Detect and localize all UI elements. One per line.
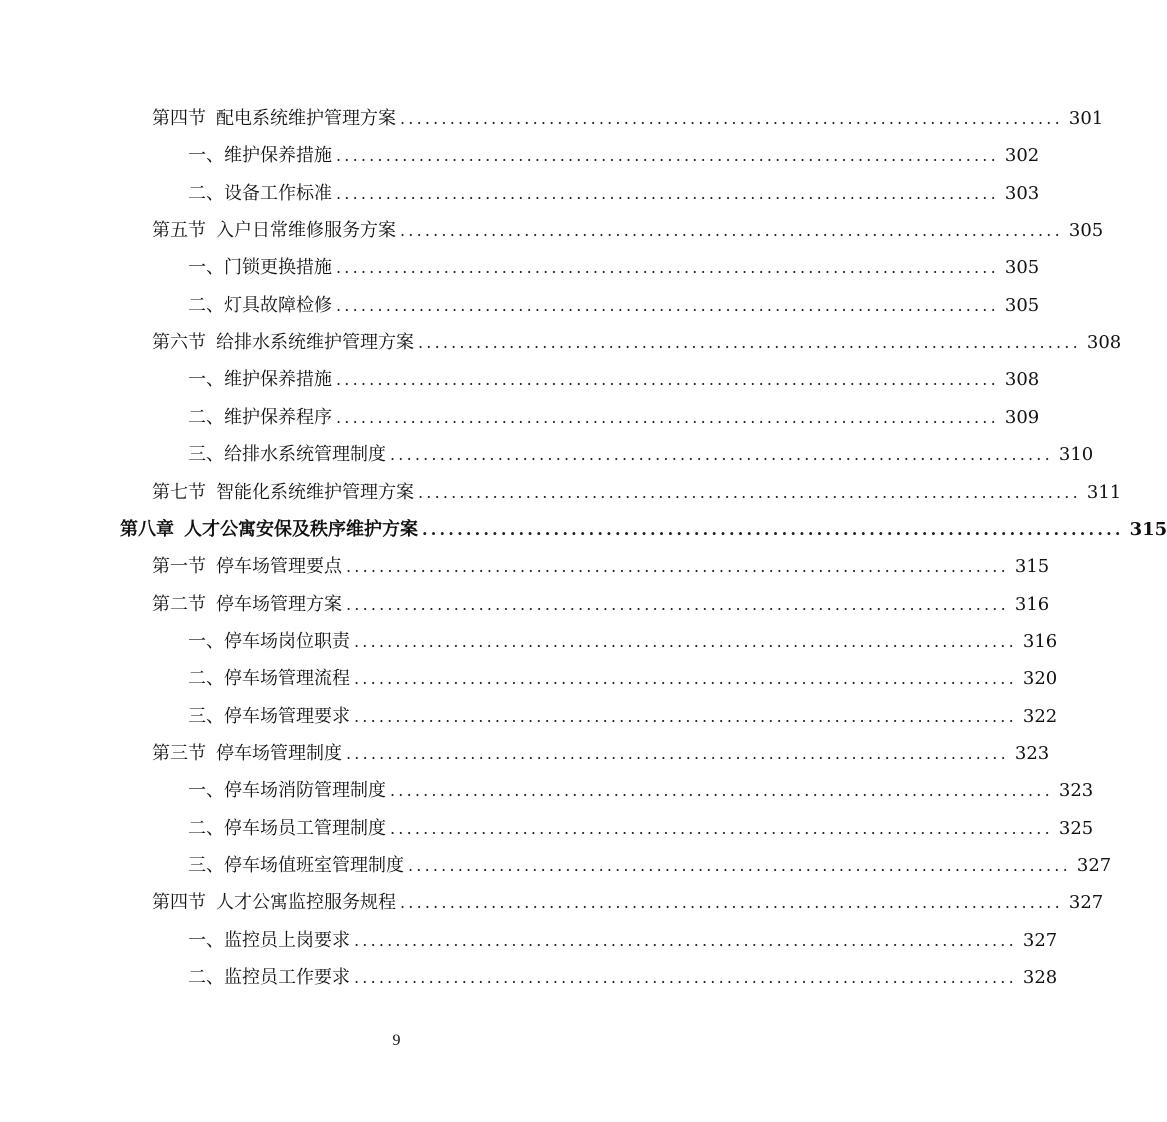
toc-page-number: 305 xyxy=(1004,294,1040,316)
toc-entry-label: 停车场消防管理制度 xyxy=(224,780,386,802)
toc-entry-label: 停车场值班室管理制度 xyxy=(224,855,404,876)
toc-section-entry[interactable] xyxy=(0,474,1122,511)
toc-entry-number: 一、 xyxy=(188,929,224,951)
toc-subsection-entry[interactable] xyxy=(0,623,1058,660)
toc-dot-leader: ................................................................................ xyxy=(390,818,1053,838)
toc-entry-label: 人才公寓监控服务规程 xyxy=(216,892,396,914)
toc-dot-leader: ................................................................................ xyxy=(390,781,1053,801)
toc-entry-title xyxy=(188,810,386,847)
toc-dot-leader: ................................................................................ xyxy=(336,295,999,315)
toc-entry-number: 二、 xyxy=(188,817,224,839)
toc-page-number: 328 xyxy=(1022,967,1058,989)
toc-entry-title xyxy=(152,735,342,772)
toc-dot-leader: ................................................................................ xyxy=(346,743,1009,763)
toc-page-number: 316 xyxy=(1014,593,1050,615)
toc-page-number: 311 xyxy=(1086,481,1122,503)
toc-dot-leader: ................................................................................ xyxy=(354,968,1017,988)
toc-entry-title xyxy=(152,548,342,585)
toc-entry-title xyxy=(188,249,332,286)
toc-dot-leader: ................................................................................ xyxy=(336,258,999,278)
toc-dot-leader: ................................................................................ xyxy=(336,146,999,166)
toc-entry-title xyxy=(120,511,418,548)
toc-page-number: 308 xyxy=(1004,369,1040,391)
toc-dot-leader: ................................................................................ xyxy=(418,333,1081,353)
toc-section-entry[interactable] xyxy=(0,884,1104,921)
toc-entry-number: 一、 xyxy=(188,257,224,279)
toc-entry-number: 第七节 xyxy=(152,481,206,503)
toc-section-entry[interactable] xyxy=(0,586,1050,623)
toc-dot-leader: ................................................................................ xyxy=(418,482,1081,502)
toc-page-number: 305 xyxy=(1004,257,1040,279)
toc-entry-label: 灯具故障检修 xyxy=(224,294,332,316)
toc-entry-title xyxy=(188,175,332,212)
toc-entry-number: 二、 xyxy=(188,967,224,989)
toc-subsection-entry[interactable] xyxy=(0,361,1040,398)
toc-entry-label: 配电系统维护管理方案 xyxy=(216,108,396,129)
toc-dot-leader: ................................................................................ xyxy=(336,407,999,427)
toc-page-number: 315 xyxy=(1129,518,1167,540)
toc-entry-title xyxy=(152,884,396,921)
toc-page-number: 309 xyxy=(1004,406,1040,428)
toc-entry-number: 三、 xyxy=(188,444,224,466)
page-number: 9 xyxy=(392,1032,401,1049)
toc-dot-leader: ................................................................................ xyxy=(354,631,1017,651)
toc-entry-title xyxy=(188,772,386,809)
toc-subsection-entry[interactable] xyxy=(0,847,1112,884)
toc-page-number: 316 xyxy=(1022,630,1058,652)
toc-page-number: 310 xyxy=(1058,444,1094,466)
toc-page-number: 327 xyxy=(1068,892,1104,914)
toc-section-entry[interactable] xyxy=(0,100,1104,137)
toc-entry-title xyxy=(152,212,396,249)
toc-dot-leader: ................................................................................ xyxy=(346,557,1009,577)
toc-entry-number: 二、 xyxy=(188,668,224,690)
toc-entry-title xyxy=(152,474,414,511)
toc-entry-number: 第一节 xyxy=(152,556,206,578)
toc-page-number: 303 xyxy=(1004,182,1040,204)
toc-entry-label: 停车场管理要点 xyxy=(216,556,342,578)
toc-entry-label: 给排水系统管理制度 xyxy=(224,444,386,466)
toc-entry-label: 停车场岗位职责 xyxy=(224,630,350,652)
toc-entry-title xyxy=(152,586,342,623)
toc-subsection-entry[interactable] xyxy=(0,287,1040,324)
toc-subsection-entry[interactable] xyxy=(0,249,1040,286)
toc-entry-number: 一、 xyxy=(188,630,224,652)
toc-dot-leader: ................................................................................ xyxy=(336,183,999,203)
toc-entry-number: 第四节 xyxy=(152,108,206,129)
toc-entry-number: 三、 xyxy=(188,855,224,876)
toc-section-entry[interactable] xyxy=(0,735,1050,772)
toc-dot-leader: ................................................................................ xyxy=(354,706,1017,726)
toc-entry-label: 设备工作标准 xyxy=(224,182,332,204)
toc-subsection-entry[interactable] xyxy=(0,399,1040,436)
toc-entry-label: 停车场员工管理制度 xyxy=(224,817,386,839)
toc-section-entry[interactable] xyxy=(0,212,1104,249)
toc-entry-label: 给排水系统维护管理方案 xyxy=(216,332,414,354)
toc-entry-number: 三、 xyxy=(188,705,224,727)
toc-entry-label: 停车场管理方案 xyxy=(216,593,342,615)
toc-subsection-entry[interactable] xyxy=(0,660,1058,697)
toc-entry-number: 第八章 xyxy=(120,518,174,540)
toc-entry-number: 第四节 xyxy=(152,892,206,914)
toc-entry-label: 监控员上岗要求 xyxy=(224,929,350,951)
toc-page-number: 322 xyxy=(1022,705,1058,727)
toc-entry-number: 二、 xyxy=(188,294,224,316)
toc-entry-number: 二、 xyxy=(188,406,224,428)
toc-page-number: 325 xyxy=(1058,817,1094,839)
toc-page-number: 305 xyxy=(1068,220,1104,242)
toc-entry-label: 门锁更换措施 xyxy=(224,257,332,279)
toc-entry-title xyxy=(188,436,386,473)
toc-entry-title xyxy=(188,922,350,959)
toc-entry-title xyxy=(188,959,350,996)
toc-dot-leader: ................................................................................ xyxy=(400,221,1063,241)
toc-entry-label: 停车场管理制度 xyxy=(216,742,342,764)
toc-page-number: 302 xyxy=(1004,145,1040,167)
toc-page-number: 308 xyxy=(1086,332,1122,354)
toc-entry-label: 入户日常维修服务方案 xyxy=(216,220,396,242)
toc-entry-number: 一、 xyxy=(188,369,224,391)
toc-entry-title xyxy=(188,361,332,398)
toc-subsection-entry[interactable] xyxy=(0,810,1094,847)
toc-dot-leader: ................................................................................ xyxy=(400,109,1063,128)
toc-page-number: 320 xyxy=(1022,668,1058,690)
toc-dot-leader: ................................................................................ xyxy=(346,594,1009,614)
toc-entry-title xyxy=(152,100,396,137)
toc-entry-label: 智能化系统维护管理方案 xyxy=(216,481,414,503)
toc-entry-label: 监控员工作要求 xyxy=(224,967,350,989)
toc-entry-label: 人才公寓安保及秩序维护方案 xyxy=(184,518,418,540)
toc-entry-number: 一、 xyxy=(188,145,224,167)
toc-entry-title xyxy=(188,660,350,697)
toc-dot-leader: ................................................................................ xyxy=(336,370,999,390)
toc-entry-title xyxy=(188,287,332,324)
toc-section-entry[interactable] xyxy=(0,548,1050,585)
toc-dot-leader: ................................................................................ xyxy=(390,445,1053,465)
toc-entry-label: 维护保养措施 xyxy=(224,369,332,391)
toc-page-number: 323 xyxy=(1014,742,1050,764)
toc-dot-leader: ................................................................................ xyxy=(354,930,1017,950)
toc-chapter-entry[interactable] xyxy=(0,511,1167,548)
toc-entry-number: 第六节 xyxy=(152,332,206,354)
toc-entry-title xyxy=(188,623,350,660)
toc-entry-title xyxy=(188,698,350,735)
toc-entry-title xyxy=(188,137,332,174)
toc-dot-leader: ................................................................................ xyxy=(354,669,1017,689)
toc-subsection-entry[interactable] xyxy=(0,772,1094,809)
toc-page-number: 301 xyxy=(1068,108,1104,129)
toc-page-number: 327 xyxy=(1076,855,1112,876)
toc-entry-number: 第五节 xyxy=(152,220,206,242)
toc-page-number: 327 xyxy=(1022,929,1058,951)
toc-entry-number: 二、 xyxy=(188,182,224,204)
toc-entry-title xyxy=(188,399,332,436)
toc-section-entry[interactable] xyxy=(0,324,1122,361)
toc-page-number: 315 xyxy=(1014,556,1050,578)
toc-entry-number: 一、 xyxy=(188,780,224,802)
toc-subsection-entry[interactable] xyxy=(0,698,1058,735)
toc-entry-number: 第三节 xyxy=(152,742,206,764)
toc-entry-title xyxy=(152,324,414,361)
toc-subsection-entry[interactable] xyxy=(0,436,1094,473)
toc-dot-leader: ................................................................................ xyxy=(400,893,1063,913)
toc-entry-number: 第二节 xyxy=(152,593,206,615)
toc-entry-label: 维护保养程序 xyxy=(224,406,332,428)
toc-subsection-entry[interactable] xyxy=(0,959,1058,996)
toc-entry-label: 停车场管理要求 xyxy=(224,705,350,727)
toc-page-number: 323 xyxy=(1058,780,1094,802)
toc-entry-label: 维护保养措施 xyxy=(224,145,332,167)
toc-subsection-entry[interactable] xyxy=(0,137,1040,174)
toc-entry-title xyxy=(188,847,404,884)
toc-subsection-entry[interactable] xyxy=(0,175,1040,212)
toc-subsection-entry[interactable] xyxy=(0,922,1058,959)
toc-entry-label: 停车场管理流程 xyxy=(224,668,350,690)
toc-dot-leader: ................................................................................ xyxy=(408,856,1071,875)
toc-dot-leader: ................................................................................ xyxy=(422,519,1124,539)
